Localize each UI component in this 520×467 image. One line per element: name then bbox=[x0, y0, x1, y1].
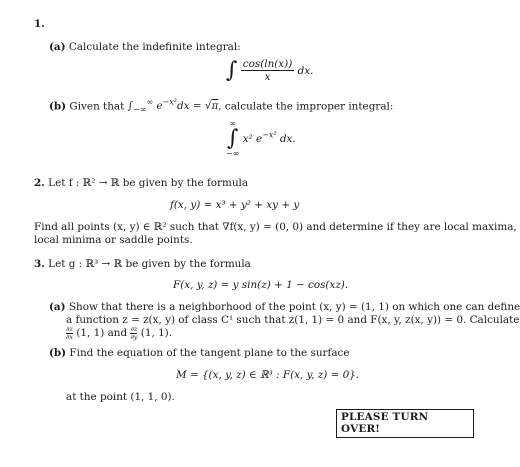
q1b-dx: dx. bbox=[279, 133, 296, 145]
q2-intro bbox=[34, 177, 248, 189]
q1b-exponent: −x² bbox=[262, 130, 277, 140]
q2-intro-text: Let f : ℝ² → ℝ be given by the formula bbox=[48, 177, 249, 189]
q1a-integral bbox=[226, 58, 313, 84]
q1b-text: calculate the improper integral: bbox=[224, 100, 394, 113]
q3a-label: (a) bbox=[49, 301, 66, 313]
q2-task-line1: Find all points (x, y) ∈ ℝ² such that ∇f(x, y) = (0, 0) and determine if they are local maxima, bbox=[34, 221, 517, 233]
q3b-text: Find the equation of the tangent plane to the surface bbox=[69, 347, 350, 359]
q1b-given: Given that bbox=[69, 100, 125, 113]
dz-dx-fraction: $\frac{\partial z}{\partial x}$ bbox=[66, 325, 74, 341]
turn-over-notice: PLEASE TURN OVER! bbox=[336, 409, 474, 438]
q2-formula: f(x, y) = x³ + y² + xy + y bbox=[170, 199, 300, 211]
q3b-prompt bbox=[49, 347, 349, 359]
q3b-label: (b) bbox=[49, 347, 67, 359]
q1b-integrand: x² e bbox=[242, 133, 263, 145]
q3-intro bbox=[34, 258, 251, 270]
q3-formula: F(x, y, z) = y sin(z) + 1 − cos(xz). bbox=[173, 279, 349, 291]
q1b-label: (b) bbox=[49, 100, 67, 113]
integral-sign: ∫ bbox=[226, 57, 238, 83]
q3a-text1: Show that there is a neighborhood of the point (x, y) = (1, 1) on which one can define bbox=[68, 301, 520, 313]
q3-number: 3. bbox=[34, 258, 45, 270]
q1a-denominator: x bbox=[264, 71, 271, 84]
q3a-line3b: (1, 1). bbox=[140, 327, 173, 339]
q2-task-line2: local minima or saddle points. bbox=[34, 234, 193, 246]
q1a-fraction bbox=[241, 58, 295, 84]
q1a-text: Calculate the indefinite integral: bbox=[68, 41, 241, 53]
q3a-line1 bbox=[49, 301, 520, 313]
q3a-line3 bbox=[66, 326, 172, 340]
q1a-label: (a) bbox=[49, 41, 66, 53]
dz-dy-fraction: $\frac{\partial z}{\partial y}$ bbox=[130, 325, 138, 341]
q3b-formula: M = {(x, y, z) ∈ ℝ³ : F(x, y, z) = 0}. bbox=[176, 369, 360, 381]
q1-number: 1. bbox=[34, 18, 45, 30]
q3b-point: at the point (1, 1, 0). bbox=[66, 391, 175, 403]
q1a-prompt bbox=[49, 41, 241, 53]
gaussian-integral: $\int_{-\infty}^\infty$ $e^{-x^2}dx = √\pi$, bbox=[127, 98, 222, 115]
q2-number: 2. bbox=[34, 177, 45, 189]
q3a-line3a: (1, 1) and bbox=[76, 327, 128, 339]
q1b-prompt bbox=[49, 98, 393, 115]
q3a-line2: a function z = z(x, y) of class C¹ such that z(1, 1) = 0 and F(x, y, z(x, y)) = 0. Calculate bbox=[66, 314, 520, 326]
q1a-numerator: cos(ln(x)) bbox=[242, 58, 293, 70]
q1b-integral-sign: ∞ ∫ −∞ bbox=[226, 119, 240, 158]
q1a-dx: dx. bbox=[297, 64, 314, 77]
q1b-integral bbox=[226, 120, 296, 158]
q3-intro-text: Let g : ℝ³ → ℝ be given by the formula bbox=[48, 258, 251, 270]
